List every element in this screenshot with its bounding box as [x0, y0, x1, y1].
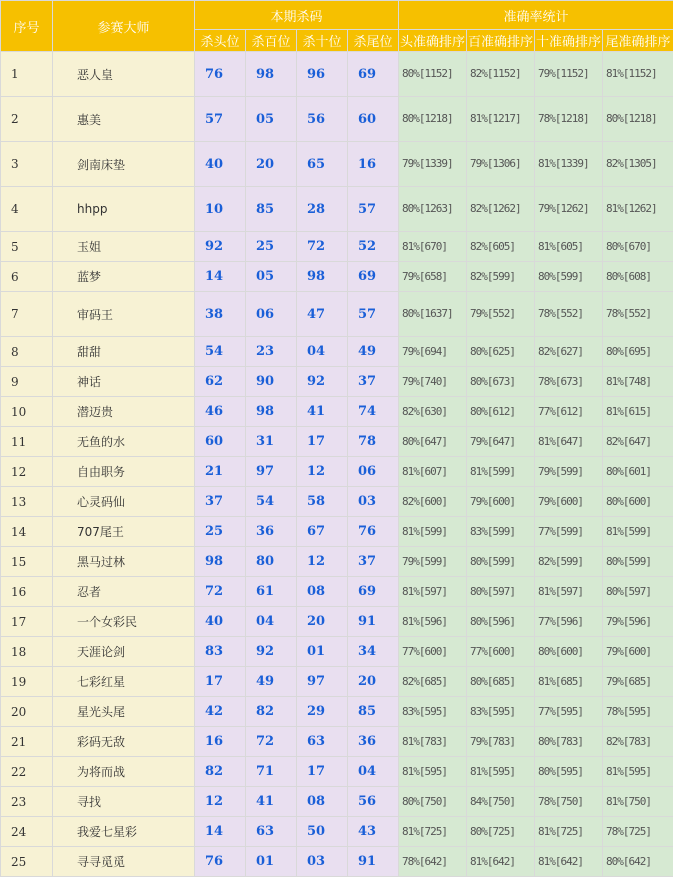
row-index: 1 [1, 52, 53, 97]
stat-head-value: 79%[694] [399, 337, 467, 367]
row-index: 23 [1, 787, 53, 817]
kill-hundred-value: 71 [246, 757, 297, 787]
stat-ten-value: 81%[642] [535, 847, 603, 877]
kill-ten-value: 50 [297, 817, 348, 847]
kill-tail-value: 91 [348, 847, 399, 877]
stat-hundred-value: 77%[600] [467, 637, 535, 667]
kill-tail-value: 52 [348, 232, 399, 262]
row-index: 10 [1, 397, 53, 427]
kill-ten-value: 97 [297, 667, 348, 697]
kill-head-value: 14 [195, 262, 246, 292]
stat-ten-value: 80%[595] [535, 757, 603, 787]
kill-head-value: 83 [195, 637, 246, 667]
stat-hundred-value: 79%[600] [467, 487, 535, 517]
table-row [1, 517, 673, 547]
table-row [1, 232, 673, 262]
stat-ten-value: 81%[647] [535, 427, 603, 457]
kill-head-value: 46 [195, 397, 246, 427]
stat-ten-value: 81%[685] [535, 667, 603, 697]
master-name: 蓝梦 [53, 262, 195, 292]
kill-hundred-value: 92 [246, 637, 297, 667]
header-kill-group: 本期杀码 [195, 1, 399, 30]
stat-ten-value: 81%[1339] [535, 142, 603, 187]
stat-ten-value: 80%[783] [535, 727, 603, 757]
kill-head-value: 42 [195, 697, 246, 727]
kill-head-value: 37 [195, 487, 246, 517]
table-row [1, 727, 673, 757]
master-name: 一个女彩民 [53, 607, 195, 637]
row-index: 4 [1, 187, 53, 232]
stat-hundred-value: 84%[750] [467, 787, 535, 817]
stat-tail-value: 80%[599] [603, 547, 673, 577]
kill-hundred-value: 98 [246, 52, 297, 97]
stat-tail-value: 78%[552] [603, 292, 673, 337]
kill-head-value: 40 [195, 142, 246, 187]
stat-tail-value: 81%[1262] [603, 187, 673, 232]
kill-ten-value: 65 [297, 142, 348, 187]
stat-head-value: 80%[647] [399, 427, 467, 457]
table-row [1, 337, 673, 367]
stat-hundred-value: 81%[1217] [467, 97, 535, 142]
kill-head-value: 76 [195, 52, 246, 97]
row-index: 11 [1, 427, 53, 457]
stat-hundred-value: 80%[612] [467, 397, 535, 427]
stat-hundred-value: 79%[1306] [467, 142, 535, 187]
table-row [1, 187, 673, 232]
table-row [1, 97, 673, 142]
kill-head-value: 16 [195, 727, 246, 757]
kill-ten-value: 08 [297, 577, 348, 607]
stat-head-value: 83%[595] [399, 697, 467, 727]
kill-tail-value: 56 [348, 787, 399, 817]
header-kill-ten: 杀十位 [297, 30, 348, 52]
stat-ten-value: 77%[612] [535, 397, 603, 427]
stat-hundred-value: 82%[1152] [467, 52, 535, 97]
stat-ten-value: 79%[1262] [535, 187, 603, 232]
master-name: 玉姐 [53, 232, 195, 262]
row-index: 24 [1, 817, 53, 847]
stat-tail-value: 78%[595] [603, 697, 673, 727]
row-index: 19 [1, 667, 53, 697]
stat-head-value: 77%[600] [399, 637, 467, 667]
stat-tail-value: 80%[600] [603, 487, 673, 517]
master-name: 彩码无敌 [53, 727, 195, 757]
stat-hundred-value: 82%[1262] [467, 187, 535, 232]
kill-tail-value: 57 [348, 187, 399, 232]
kill-tail-value: 74 [348, 397, 399, 427]
stat-head-value: 82%[685] [399, 667, 467, 697]
stat-ten-value: 81%[597] [535, 577, 603, 607]
kill-ten-value: 63 [297, 727, 348, 757]
kill-head-value: 72 [195, 577, 246, 607]
master-name: 为将而战 [53, 757, 195, 787]
kill-hundred-value: 98 [246, 397, 297, 427]
header-kill-hundred: 杀百位 [246, 30, 297, 52]
header-stat-hundred: 百准确排序 [467, 30, 535, 52]
stat-hundred-value: 83%[595] [467, 697, 535, 727]
kill-head-value: 82 [195, 757, 246, 787]
kill-hundred-value: 41 [246, 787, 297, 817]
kill-hundred-value: 90 [246, 367, 297, 397]
kill-ten-value: 98 [297, 262, 348, 292]
header-stat-ten: 十准确排序 [535, 30, 603, 52]
stat-tail-value: 78%[725] [603, 817, 673, 847]
table-body [1, 52, 673, 877]
header-stat-head: 头准确排序 [399, 30, 467, 52]
kill-hundred-value: 85 [246, 187, 297, 232]
stat-ten-value: 77%[596] [535, 607, 603, 637]
kill-hundred-value: 20 [246, 142, 297, 187]
table-row [1, 367, 673, 397]
stat-head-value: 78%[642] [399, 847, 467, 877]
stat-head-value: 80%[1152] [399, 52, 467, 97]
header-master: 参赛大师 [53, 1, 195, 52]
row-index: 25 [1, 847, 53, 877]
master-name: 自由职务 [53, 457, 195, 487]
kill-hundred-value: 01 [246, 847, 297, 877]
stat-tail-value: 81%[595] [603, 757, 673, 787]
kill-ten-value: 56 [297, 97, 348, 142]
stat-tail-value: 80%[597] [603, 577, 673, 607]
stat-head-value: 81%[783] [399, 727, 467, 757]
table-row [1, 787, 673, 817]
kill-head-value: 54 [195, 337, 246, 367]
stat-head-value: 81%[725] [399, 817, 467, 847]
stat-head-value: 82%[630] [399, 397, 467, 427]
stat-tail-value: 81%[599] [603, 517, 673, 547]
kill-ten-value: 12 [297, 547, 348, 577]
master-name: 忍者 [53, 577, 195, 607]
stat-tail-value: 80%[642] [603, 847, 673, 877]
kill-tail-value: 04 [348, 757, 399, 787]
row-index: 12 [1, 457, 53, 487]
stat-tail-value: 79%[685] [603, 667, 673, 697]
master-name: 寻寻觅觅 [53, 847, 195, 877]
master-name: 天涯论剑 [53, 637, 195, 667]
kill-hundred-value: 31 [246, 427, 297, 457]
stat-ten-value: 80%[600] [535, 637, 603, 667]
kill-head-value: 60 [195, 427, 246, 457]
stat-ten-value: 81%[725] [535, 817, 603, 847]
kill-hundred-value: 05 [246, 97, 297, 142]
table-row [1, 427, 673, 457]
kill-head-value: 12 [195, 787, 246, 817]
row-index: 17 [1, 607, 53, 637]
row-index: 14 [1, 517, 53, 547]
stat-ten-value: 78%[750] [535, 787, 603, 817]
stat-hundred-value: 80%[685] [467, 667, 535, 697]
kill-ten-value: 04 [297, 337, 348, 367]
kill-tail-value: 69 [348, 262, 399, 292]
kill-hundred-value: 04 [246, 607, 297, 637]
stat-head-value: 79%[599] [399, 547, 467, 577]
kill-hundred-value: 36 [246, 517, 297, 547]
kill-tail-value: 34 [348, 637, 399, 667]
kill-head-value: 17 [195, 667, 246, 697]
table-row [1, 847, 673, 877]
kill-head-value: 10 [195, 187, 246, 232]
stat-ten-value: 77%[595] [535, 697, 603, 727]
stat-hundred-value: 82%[605] [467, 232, 535, 262]
stat-ten-value: 78%[552] [535, 292, 603, 337]
kill-tail-value: 16 [348, 142, 399, 187]
stat-head-value: 79%[1339] [399, 142, 467, 187]
stat-head-value: 80%[1218] [399, 97, 467, 142]
master-name: 我爱七星彩 [53, 817, 195, 847]
kill-head-value: 98 [195, 547, 246, 577]
stat-ten-value: 77%[599] [535, 517, 603, 547]
kill-tail-value: 60 [348, 97, 399, 142]
kill-ten-value: 17 [297, 427, 348, 457]
stat-head-value: 80%[750] [399, 787, 467, 817]
stat-tail-value: 81%[750] [603, 787, 673, 817]
stat-tail-value: 80%[608] [603, 262, 673, 292]
kill-ten-value: 12 [297, 457, 348, 487]
master-name: 审码王 [53, 292, 195, 337]
kill-head-value: 92 [195, 232, 246, 262]
table-row [1, 457, 673, 487]
table-row [1, 547, 673, 577]
stat-tail-value: 82%[647] [603, 427, 673, 457]
kill-ten-value: 20 [297, 607, 348, 637]
row-index: 18 [1, 637, 53, 667]
kill-hundred-value: 54 [246, 487, 297, 517]
kill-head-value: 62 [195, 367, 246, 397]
master-name: 恶人皇 [53, 52, 195, 97]
kill-ten-value: 17 [297, 757, 348, 787]
kill-tail-value: 36 [348, 727, 399, 757]
kill-hundred-value: 25 [246, 232, 297, 262]
table-row [1, 637, 673, 667]
kill-tail-value: 78 [348, 427, 399, 457]
stat-ten-value: 82%[627] [535, 337, 603, 367]
kill-tail-value: 57 [348, 292, 399, 337]
row-index: 6 [1, 262, 53, 292]
row-index: 8 [1, 337, 53, 367]
kill-tail-value: 06 [348, 457, 399, 487]
kill-tail-value: 20 [348, 667, 399, 697]
master-name: 七彩红星 [53, 667, 195, 697]
stat-tail-value: 82%[1305] [603, 142, 673, 187]
row-index: 2 [1, 97, 53, 142]
stat-head-value: 81%[596] [399, 607, 467, 637]
kill-hundred-value: 80 [246, 547, 297, 577]
kill-ten-value: 67 [297, 517, 348, 547]
stat-ten-value: 78%[1218] [535, 97, 603, 142]
stat-hundred-value: 81%[595] [467, 757, 535, 787]
row-index: 13 [1, 487, 53, 517]
stat-ten-value: 79%[599] [535, 457, 603, 487]
stat-hundred-value: 79%[647] [467, 427, 535, 457]
stat-tail-value: 79%[600] [603, 637, 673, 667]
stat-head-value: 82%[600] [399, 487, 467, 517]
stat-hundred-value: 81%[599] [467, 457, 535, 487]
master-name: 心灵码仙 [53, 487, 195, 517]
stat-hundred-value: 80%[725] [467, 817, 535, 847]
stat-ten-value: 80%[599] [535, 262, 603, 292]
kill-head-value: 57 [195, 97, 246, 142]
row-index: 22 [1, 757, 53, 787]
table-row [1, 667, 673, 697]
table-row [1, 52, 673, 97]
stat-hundred-value: 80%[596] [467, 607, 535, 637]
table-row [1, 142, 673, 187]
kill-head-value: 38 [195, 292, 246, 337]
kill-ten-value: 08 [297, 787, 348, 817]
kill-tail-value: 76 [348, 517, 399, 547]
master-name: hhpp [53, 187, 195, 232]
master-name: 黑马过林 [53, 547, 195, 577]
stat-head-value: 81%[599] [399, 517, 467, 547]
kill-ten-value: 01 [297, 637, 348, 667]
kill-tail-value: 91 [348, 607, 399, 637]
stat-ten-value: 79%[1152] [535, 52, 603, 97]
kill-tail-value: 03 [348, 487, 399, 517]
stat-tail-value: 82%[783] [603, 727, 673, 757]
kill-tail-value: 69 [348, 52, 399, 97]
stat-hundred-value: 81%[642] [467, 847, 535, 877]
table-row [1, 292, 673, 337]
kill-ten-value: 92 [297, 367, 348, 397]
header-kill-tail: 杀尾位 [348, 30, 399, 52]
kill-hundred-value: 72 [246, 727, 297, 757]
table-row [1, 577, 673, 607]
stat-hundred-value: 80%[625] [467, 337, 535, 367]
header-stat-tail: 尾准确排序 [603, 30, 673, 52]
kill-hundred-value: 82 [246, 697, 297, 727]
kill-hundred-value: 49 [246, 667, 297, 697]
kill-ten-value: 58 [297, 487, 348, 517]
stat-hundred-value: 79%[783] [467, 727, 535, 757]
kill-head-value: 14 [195, 817, 246, 847]
table-row [1, 607, 673, 637]
kill-tail-value: 37 [348, 547, 399, 577]
header-kill-head: 杀头位 [195, 30, 246, 52]
master-name: 甜甜 [53, 337, 195, 367]
stat-ten-value: 82%[599] [535, 547, 603, 577]
kill-hundred-value: 61 [246, 577, 297, 607]
kill-tail-value: 43 [348, 817, 399, 847]
stat-head-value: 81%[595] [399, 757, 467, 787]
table-row [1, 757, 673, 787]
stat-tail-value: 80%[601] [603, 457, 673, 487]
stat-tail-value: 80%[1218] [603, 97, 673, 142]
stat-hundred-value: 80%[673] [467, 367, 535, 397]
row-index: 21 [1, 727, 53, 757]
stat-tail-value: 81%[748] [603, 367, 673, 397]
stat-head-value: 81%[607] [399, 457, 467, 487]
stat-ten-value: 78%[673] [535, 367, 603, 397]
kill-tail-value: 49 [348, 337, 399, 367]
kill-ten-value: 41 [297, 397, 348, 427]
stat-tail-value: 80%[695] [603, 337, 673, 367]
row-index: 16 [1, 577, 53, 607]
kill-ten-value: 96 [297, 52, 348, 97]
kill-hundred-value: 05 [246, 262, 297, 292]
kill-tail-value: 37 [348, 367, 399, 397]
table-row [1, 262, 673, 292]
row-index: 15 [1, 547, 53, 577]
row-index: 3 [1, 142, 53, 187]
stat-hundred-value: 80%[599] [467, 547, 535, 577]
kill-head-value: 76 [195, 847, 246, 877]
stat-head-value: 81%[670] [399, 232, 467, 262]
stat-head-value: 79%[658] [399, 262, 467, 292]
kill-hundred-value: 97 [246, 457, 297, 487]
table-row [1, 817, 673, 847]
row-index: 20 [1, 697, 53, 727]
master-name: 潜迈贵 [53, 397, 195, 427]
kill-ten-value: 03 [297, 847, 348, 877]
kill-ten-value: 47 [297, 292, 348, 337]
master-name: 寻找 [53, 787, 195, 817]
master-name: 神话 [53, 367, 195, 397]
kill-hundred-value: 23 [246, 337, 297, 367]
table-row [1, 697, 673, 727]
stat-tail-value: 81%[1152] [603, 52, 673, 97]
kill-hundred-value: 06 [246, 292, 297, 337]
master-name: 无鱼的水 [53, 427, 195, 457]
stat-ten-value: 79%[600] [535, 487, 603, 517]
stat-hundred-value: 79%[552] [467, 292, 535, 337]
stat-hundred-value: 82%[599] [467, 262, 535, 292]
kill-ten-value: 72 [297, 232, 348, 262]
table-row [1, 397, 673, 427]
kill-head-value: 21 [195, 457, 246, 487]
stat-head-value: 80%[1637] [399, 292, 467, 337]
stat-hundred-value: 83%[599] [467, 517, 535, 547]
master-name: 惠美 [53, 97, 195, 142]
stat-head-value: 81%[597] [399, 577, 467, 607]
kill-head-value: 25 [195, 517, 246, 547]
master-name: 星光头尾 [53, 697, 195, 727]
stat-head-value: 79%[740] [399, 367, 467, 397]
stat-hundred-value: 80%[597] [467, 577, 535, 607]
stat-tail-value: 80%[670] [603, 232, 673, 262]
row-index: 7 [1, 292, 53, 337]
row-index: 5 [1, 232, 53, 262]
kill-tail-value: 85 [348, 697, 399, 727]
header-stats-group: 准确率统计 [399, 1, 673, 30]
kill-tail-value: 69 [348, 577, 399, 607]
kill-head-value: 40 [195, 607, 246, 637]
table-row [1, 487, 673, 517]
kill-ten-value: 29 [297, 697, 348, 727]
stat-head-value: 80%[1263] [399, 187, 467, 232]
kill-hundred-value: 63 [246, 817, 297, 847]
stat-tail-value: 79%[596] [603, 607, 673, 637]
row-index: 9 [1, 367, 53, 397]
header-index: 序号 [1, 1, 53, 52]
stat-tail-value: 81%[615] [603, 397, 673, 427]
master-name: 剑南床垫 [53, 142, 195, 187]
stat-ten-value: 81%[605] [535, 232, 603, 262]
kill-ten-value: 28 [297, 187, 348, 232]
master-name: 707尾王 [53, 517, 195, 547]
